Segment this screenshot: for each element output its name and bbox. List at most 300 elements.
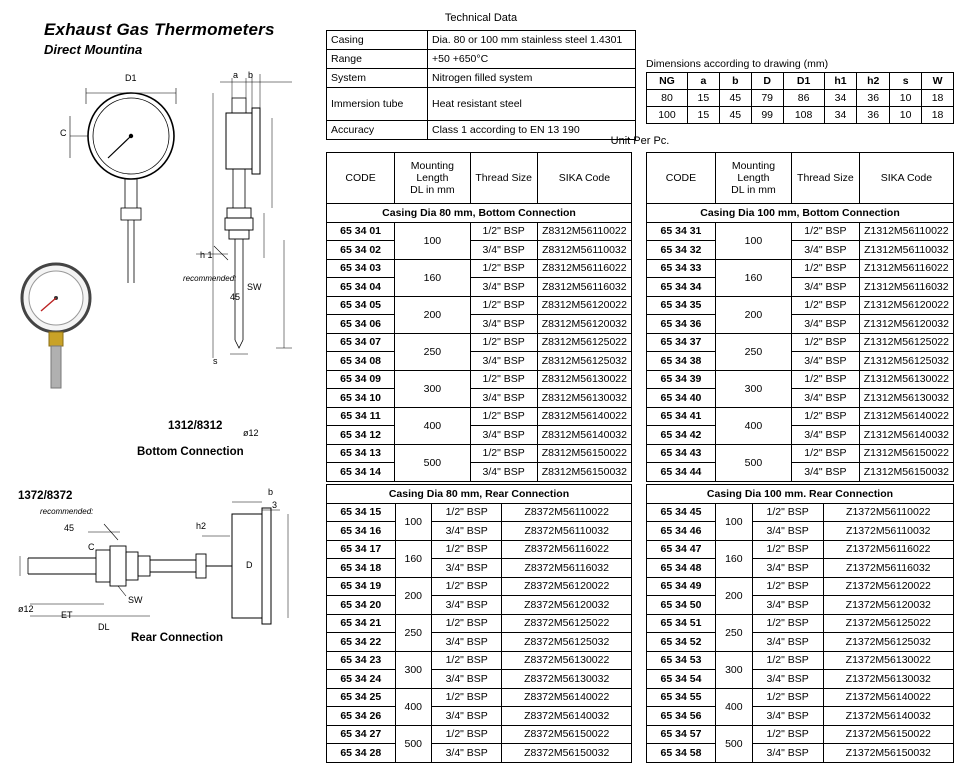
table-row xyxy=(647,463,954,482)
sika-code-cell: Z1372M56125022 xyxy=(823,614,953,633)
dimensions-cell: 100 xyxy=(647,107,688,124)
thread-size-cell: 3/4" BSP xyxy=(470,463,537,482)
table-row xyxy=(327,633,632,652)
code-table-section-title-row xyxy=(327,485,632,504)
code-cell: 65 34 20 xyxy=(327,596,396,615)
sika-code-cell: Z8372M56110022 xyxy=(502,503,632,522)
table-row xyxy=(647,370,954,389)
table-row xyxy=(327,352,632,371)
code-cell: 65 34 18 xyxy=(327,559,396,578)
caption-rear-connection: Rear Connection xyxy=(131,632,224,644)
code-cell: 65 34 34 xyxy=(647,278,716,297)
thread-size-cell: 1/2" BSP xyxy=(431,688,501,707)
table-row xyxy=(327,463,632,482)
label-h1: h 1 xyxy=(200,250,213,260)
sika-code-cell: Z1312M56140032 xyxy=(859,426,953,445)
thread-size-cell: 3/4" BSP xyxy=(752,522,823,541)
sika-code-cell: Z8312M56140022 xyxy=(537,407,631,426)
sika-code-cell: Z8312M56125022 xyxy=(537,333,631,352)
sika-code-cell: Z1312M56150032 xyxy=(859,463,953,482)
table-row xyxy=(327,614,632,633)
code-table-column-header: SIKA Code xyxy=(859,153,953,204)
table-row xyxy=(647,614,954,633)
sika-code-cell: Z8372M56150022 xyxy=(502,725,632,744)
table-row xyxy=(327,725,632,744)
label-et: ET xyxy=(61,610,73,620)
dimensions-cell: 15 xyxy=(687,107,719,124)
code-cell: 65 34 35 xyxy=(647,296,716,315)
sika-code-cell: Z1372M56130022 xyxy=(823,651,953,670)
sika-code-cell: Z8372M56125032 xyxy=(502,633,632,652)
sika-code-cell: Z8312M56110022 xyxy=(537,222,631,241)
dimensions-cell: 45 xyxy=(719,107,751,124)
code-cell: 65 34 19 xyxy=(327,577,396,596)
sika-code-cell: Z1312M56120032 xyxy=(859,315,953,334)
dimensions-row xyxy=(647,90,954,107)
table-row xyxy=(647,670,954,689)
dimensions-cell: 34 xyxy=(824,107,857,124)
thread-size-cell: 3/4" BSP xyxy=(752,744,823,763)
thread-size-cell: 1/2" BSP xyxy=(470,444,537,463)
sika-code-cell: Z8312M56150032 xyxy=(537,463,631,482)
table-row xyxy=(327,278,632,297)
code-cell: 65 34 01 xyxy=(327,222,395,241)
dimensions-cell: 79 xyxy=(751,90,783,107)
thread-size-cell: 1/2" BSP xyxy=(791,370,859,389)
sika-code-cell: Z8312M56130032 xyxy=(537,389,631,408)
mounting-length-cell: 100 xyxy=(395,222,470,259)
code-cell: 65 34 39 xyxy=(647,370,716,389)
mounting-length-cell: 300 xyxy=(715,370,791,407)
thread-size-cell: 1/2" BSP xyxy=(791,222,859,241)
code-table-column-header: SIKA Code xyxy=(537,153,631,204)
thread-size-cell: 1/2" BSP xyxy=(470,407,537,426)
table-row xyxy=(327,596,632,615)
code-cell: 65 34 57 xyxy=(647,725,716,744)
label-rear-recommended: recommended: xyxy=(40,507,94,516)
table-row xyxy=(647,503,954,522)
table-row xyxy=(647,352,954,371)
dimensions-cell: 36 xyxy=(857,107,890,124)
table-row xyxy=(327,744,632,763)
sika-code-cell: Z1312M56125032 xyxy=(859,352,953,371)
table-row xyxy=(327,389,632,408)
thread-size-cell: 3/4" BSP xyxy=(752,670,823,689)
code-cell: 65 34 27 xyxy=(327,725,396,744)
code-table-column-header: CODE xyxy=(327,153,395,204)
code-table-column-header: CODE xyxy=(647,153,716,204)
code-cell: 65 34 10 xyxy=(327,389,395,408)
technical-data-value: Nitrogen filled system xyxy=(428,69,636,88)
code-cell: 65 34 08 xyxy=(327,352,395,371)
dimensions-cell: 80 xyxy=(647,90,688,107)
dimensions-cell: 10 xyxy=(890,90,922,107)
code-cell: 65 34 37 xyxy=(647,333,716,352)
sika-code-cell: Z1372M56125032 xyxy=(823,633,953,652)
table-row xyxy=(647,559,954,578)
mounting-length-cell: 250 xyxy=(395,614,431,651)
table-row xyxy=(647,540,954,559)
sika-code-cell: Z1312M56130032 xyxy=(859,389,953,408)
code-cell: 65 34 17 xyxy=(327,540,396,559)
label-rear-b: b xyxy=(268,487,274,497)
sika-code-cell: Z1372M56116022 xyxy=(823,540,953,559)
sika-code-cell: Z1312M56125022 xyxy=(859,333,953,352)
mounting-length-cell: 250 xyxy=(395,333,470,370)
code-cell: 65 34 41 xyxy=(647,407,716,426)
label-rear-45: 45 xyxy=(64,523,75,533)
table-row xyxy=(327,651,632,670)
table-row xyxy=(327,688,632,707)
code-cell: 65 34 28 xyxy=(327,744,396,763)
sika-code-cell: Z1312M56110022 xyxy=(859,222,953,241)
code-cell: 65 34 21 xyxy=(327,614,396,633)
code-cell: 65 34 26 xyxy=(327,707,396,726)
page-title: Exhaust Gas Thermometers xyxy=(44,20,275,39)
code-cell: 65 34 05 xyxy=(327,296,395,315)
table-row xyxy=(647,725,954,744)
dimensions-cell: 10 xyxy=(890,107,922,124)
code-cell: 65 34 03 xyxy=(327,259,395,278)
dimensions-cell: 86 xyxy=(783,90,824,107)
sika-code-cell: Z8372M56150032 xyxy=(502,744,632,763)
page-subtitle: Direct Mountina xyxy=(44,42,143,57)
thread-size-cell: 1/2" BSP xyxy=(752,688,823,707)
label-c: C xyxy=(60,128,67,138)
table-row xyxy=(327,444,632,463)
sika-code-cell: Z1372M56116032 xyxy=(823,559,953,578)
sika-code-cell: Z8372M56125022 xyxy=(502,614,632,633)
thread-size-cell: 3/4" BSP xyxy=(431,559,501,578)
thread-size-cell: 3/4" BSP xyxy=(752,707,823,726)
sika-code-cell: Z1312M56150022 xyxy=(859,444,953,463)
dimensions-column-header: W xyxy=(922,73,954,90)
thread-size-cell: 3/4" BSP xyxy=(791,278,859,297)
mounting-length-cell: 500 xyxy=(715,444,791,481)
table-row xyxy=(327,670,632,689)
dimensions-column-header: b xyxy=(719,73,751,90)
code-table-section-title: Casing Dia 100 mm. Rear Connection xyxy=(647,485,954,504)
label-recommended: recommended: xyxy=(183,274,237,283)
thread-size-cell: 1/2" BSP xyxy=(431,503,501,522)
sika-code-cell: Z1372M56120032 xyxy=(823,596,953,615)
table-row xyxy=(327,370,632,389)
code-cell: 65 34 33 xyxy=(647,259,716,278)
mounting-length-cell: 200 xyxy=(395,577,431,614)
mounting-length-cell: 500 xyxy=(715,725,752,762)
dimensions-column-header: h2 xyxy=(857,73,890,90)
table-row xyxy=(327,259,632,278)
sika-code-cell: Z1312M56110032 xyxy=(859,241,953,260)
table-row xyxy=(327,241,632,260)
technical-data-value: +50 +650°C xyxy=(428,50,636,69)
dimensions-table xyxy=(646,72,954,124)
technical-data-value: Dia. 80 or 100 mm stainless steel 1.4301 xyxy=(428,31,636,50)
code-cell: 65 34 50 xyxy=(647,596,716,615)
technical-data-row xyxy=(327,88,636,121)
dimensions-cell: 45 xyxy=(719,90,751,107)
code-cell: 65 34 49 xyxy=(647,577,716,596)
left-illustration-column xyxy=(0,0,312,778)
mounting-length-cell: 250 xyxy=(715,333,791,370)
code-cell: 65 34 42 xyxy=(647,426,716,445)
code-cell: 65 34 23 xyxy=(327,651,396,670)
sika-code-cell: Z8312M56150022 xyxy=(537,444,631,463)
mounting-length-cell: 160 xyxy=(395,259,470,296)
sika-code-cell: Z1372M56110032 xyxy=(823,522,953,541)
table-row xyxy=(647,241,954,260)
thread-size-cell: 1/2" BSP xyxy=(431,651,501,670)
code-cell: 65 34 11 xyxy=(327,407,395,426)
thread-size-cell: 3/4" BSP xyxy=(470,389,537,408)
technical-data-table xyxy=(326,30,636,140)
thread-size-cell: 1/2" BSP xyxy=(470,333,537,352)
table-row xyxy=(647,688,954,707)
dimensions-column-header: h1 xyxy=(824,73,857,90)
thread-size-cell: 1/2" BSP xyxy=(752,614,823,633)
mounting-length-cell: 200 xyxy=(715,577,752,614)
sika-code-cell: Z1312M56116032 xyxy=(859,278,953,297)
code-table-dia100-bottom xyxy=(646,152,954,482)
sika-code-cell: Z1372M56140022 xyxy=(823,688,953,707)
table-row xyxy=(647,596,954,615)
thread-size-cell: 3/4" BSP xyxy=(431,670,501,689)
code-cell: 65 34 13 xyxy=(327,444,395,463)
technical-data-row xyxy=(327,69,636,88)
technical-data-row xyxy=(327,31,636,50)
sika-code-cell: Z8372M56110032 xyxy=(502,522,632,541)
technical-data-label: System xyxy=(327,69,428,88)
code-table-column-header: Thread Size xyxy=(791,153,859,204)
sika-code-cell: Z8372M56116032 xyxy=(502,559,632,578)
technical-data-label: Accuracy xyxy=(327,121,428,140)
thread-size-cell: 3/4" BSP xyxy=(431,633,501,652)
code-table-dia80-bottom xyxy=(326,152,632,482)
table-row xyxy=(647,522,954,541)
thread-size-cell: 1/2" BSP xyxy=(791,333,859,352)
table-row xyxy=(647,389,954,408)
table-row xyxy=(647,426,954,445)
code-cell: 65 34 52 xyxy=(647,633,716,652)
caption-model-bottom: 1312/8312 xyxy=(168,420,223,432)
table-row xyxy=(647,296,954,315)
thread-size-cell: 1/2" BSP xyxy=(470,370,537,389)
dimensions-row xyxy=(647,107,954,124)
sika-code-cell: Z8372M56120022 xyxy=(502,577,632,596)
thread-size-cell: 3/4" BSP xyxy=(470,315,537,334)
table-row xyxy=(327,426,632,445)
code-table-section-title-row xyxy=(647,485,954,504)
thread-size-cell: 3/4" BSP xyxy=(470,352,537,371)
mounting-length-cell: 400 xyxy=(715,688,752,725)
dimensions-cell: 18 xyxy=(922,107,954,124)
label-dl: DL xyxy=(98,622,110,632)
mounting-length-cell: 400 xyxy=(395,688,431,725)
sika-code-cell: Z8312M56110032 xyxy=(537,241,631,260)
dimensions-column-header: NG xyxy=(647,73,688,90)
sika-code-cell: Z1372M56140032 xyxy=(823,707,953,726)
code-cell: 65 34 56 xyxy=(647,707,716,726)
mounting-length-cell: 500 xyxy=(395,725,431,762)
thread-size-cell: 3/4" BSP xyxy=(791,352,859,371)
sika-code-cell: Z1312M56116022 xyxy=(859,259,953,278)
code-cell: 65 34 22 xyxy=(327,633,396,652)
table-row xyxy=(327,540,632,559)
label-d1: D1 xyxy=(125,73,137,83)
code-cell: 65 34 02 xyxy=(327,241,395,260)
code-cell: 65 34 58 xyxy=(647,744,716,763)
thread-size-cell: 1/2" BSP xyxy=(470,296,537,315)
mounting-length-cell: 300 xyxy=(395,370,470,407)
thread-size-cell: 3/4" BSP xyxy=(791,463,859,482)
label-rear-c: C xyxy=(88,542,95,552)
table-row xyxy=(327,577,632,596)
table-row xyxy=(647,707,954,726)
table-row xyxy=(327,707,632,726)
thread-size-cell: 1/2" BSP xyxy=(791,296,859,315)
code-cell: 65 34 15 xyxy=(327,503,396,522)
sika-code-cell: Z8312M56130022 xyxy=(537,370,631,389)
technical-data-caption: Technical Data xyxy=(444,12,518,24)
table-row xyxy=(327,333,632,352)
mounting-length-cell: 500 xyxy=(395,444,470,481)
mounting-length-cell: 300 xyxy=(395,651,431,688)
sika-code-cell: Z1312M56130022 xyxy=(859,370,953,389)
label-three: 3 xyxy=(272,500,278,510)
technical-data-label: Range xyxy=(327,50,428,69)
sika-code-cell: Z8312M56140032 xyxy=(537,426,631,445)
code-cell: 65 34 32 xyxy=(647,241,716,260)
table-row xyxy=(327,522,632,541)
thread-size-cell: 3/4" BSP xyxy=(470,426,537,445)
thread-size-cell: 3/4" BSP xyxy=(791,389,859,408)
mounting-length-cell: 200 xyxy=(715,296,791,333)
dimensions-caption: Dimensions according to drawing (mm) xyxy=(646,58,829,70)
sika-code-cell: Z1372M56150022 xyxy=(823,725,953,744)
code-cell: 65 34 51 xyxy=(647,614,716,633)
table-row xyxy=(647,633,954,652)
dimensions-cell: 36 xyxy=(857,90,890,107)
mounting-length-cell: 300 xyxy=(715,651,752,688)
sika-code-cell: Z1312M56140022 xyxy=(859,407,953,426)
thread-size-cell: 3/4" BSP xyxy=(431,707,501,726)
label-rear-dia12: ø12 xyxy=(18,604,34,614)
code-cell: 65 34 09 xyxy=(327,370,395,389)
code-cell: 65 34 40 xyxy=(647,389,716,408)
thread-size-cell: 1/2" BSP xyxy=(431,614,501,633)
table-row xyxy=(327,407,632,426)
table-row xyxy=(647,333,954,352)
thread-size-cell: 3/4" BSP xyxy=(791,426,859,445)
thread-size-cell: 1/2" BSP xyxy=(752,725,823,744)
code-table-section-title: Casing Dia 80 mm, Rear Connection xyxy=(327,485,632,504)
code-cell: 65 34 31 xyxy=(647,222,716,241)
thread-size-cell: 1/2" BSP xyxy=(752,651,823,670)
code-table-column-header: Mounting Length DL in mm xyxy=(395,153,470,204)
unit-per-pc-label: Unit Per Pc. xyxy=(610,135,670,147)
table-row xyxy=(647,259,954,278)
code-cell: 65 34 43 xyxy=(647,444,716,463)
thread-size-cell: 3/4" BSP xyxy=(752,559,823,578)
table-row xyxy=(647,407,954,426)
thread-size-cell: 3/4" BSP xyxy=(752,596,823,615)
table-row xyxy=(647,315,954,334)
code-cell: 65 34 04 xyxy=(327,278,395,297)
code-cell: 65 34 07 xyxy=(327,333,395,352)
caption-bottom-connection: Bottom Connection xyxy=(137,446,244,458)
thread-size-cell: 1/2" BSP xyxy=(431,725,501,744)
dimensions-cell: 108 xyxy=(783,107,824,124)
mounting-length-cell: 100 xyxy=(715,503,752,540)
thread-size-cell: 1/2" BSP xyxy=(752,540,823,559)
sika-code-cell: Z8312M56120022 xyxy=(537,296,631,315)
mounting-length-cell: 400 xyxy=(715,407,791,444)
sika-code-cell: Z8372M56140032 xyxy=(502,707,632,726)
code-cell: 65 34 46 xyxy=(647,522,716,541)
code-cell: 65 34 06 xyxy=(327,315,395,334)
sika-code-cell: Z8312M56116032 xyxy=(537,278,631,297)
label-45: 45 xyxy=(230,292,241,302)
product-photo-gauge xyxy=(8,258,118,408)
sika-code-cell: Z1372M56130032 xyxy=(823,670,953,689)
sika-code-cell: Z8372M56130032 xyxy=(502,670,632,689)
code-cell: 65 34 54 xyxy=(647,670,716,689)
sika-code-cell: Z8372M56116022 xyxy=(502,540,632,559)
sika-code-cell: Z8372M56130022 xyxy=(502,651,632,670)
table-row xyxy=(327,222,632,241)
code-cell: 65 34 12 xyxy=(327,426,395,445)
mounting-length-cell: 160 xyxy=(715,259,791,296)
code-cell: 65 34 16 xyxy=(327,522,396,541)
code-table-section-title-row xyxy=(647,204,954,223)
code-table-dia80-rear xyxy=(326,484,632,763)
thread-size-cell: 3/4" BSP xyxy=(431,744,501,763)
label-h2: h2 xyxy=(196,521,207,531)
thread-size-cell: 1/2" BSP xyxy=(752,577,823,596)
sika-code-cell: Z1312M56120022 xyxy=(859,296,953,315)
sika-code-cell: Z1372M56150032 xyxy=(823,744,953,763)
mounting-length-cell: 400 xyxy=(395,407,470,444)
code-table-column-header: Thread Size xyxy=(470,153,537,204)
table-row xyxy=(327,315,632,334)
mounting-length-cell: 160 xyxy=(395,540,431,577)
thread-size-cell: 1/2" BSP xyxy=(431,540,501,559)
thread-size-cell: 1/2" BSP xyxy=(431,577,501,596)
thread-size-cell: 3/4" BSP xyxy=(431,522,501,541)
sika-code-cell: Z8372M56140022 xyxy=(502,688,632,707)
dimensions-cell: 15 xyxy=(687,90,719,107)
label-dia12: ø12 xyxy=(243,428,259,438)
code-cell: 65 34 14 xyxy=(327,463,395,482)
label-rear-d: D xyxy=(246,560,253,570)
label-a: a xyxy=(233,70,239,80)
code-cell: 65 34 25 xyxy=(327,688,396,707)
thread-size-cell: 1/2" BSP xyxy=(791,444,859,463)
table-row xyxy=(647,444,954,463)
code-table-dia100-rear xyxy=(646,484,954,763)
code-cell: 65 34 48 xyxy=(647,559,716,578)
table-row xyxy=(647,222,954,241)
thread-size-cell: 1/2" BSP xyxy=(470,259,537,278)
dimensions-cell: 34 xyxy=(824,90,857,107)
technical-data-value: Heat resistant steel xyxy=(428,88,636,121)
code-table-header-row xyxy=(327,153,632,204)
table-row xyxy=(327,296,632,315)
sika-code-cell: Z8312M56125032 xyxy=(537,352,631,371)
dimensions-column-header: D xyxy=(751,73,783,90)
code-table-column-header: Mounting Length DL in mm xyxy=(715,153,791,204)
dimensions-column-header: D1 xyxy=(783,73,824,90)
